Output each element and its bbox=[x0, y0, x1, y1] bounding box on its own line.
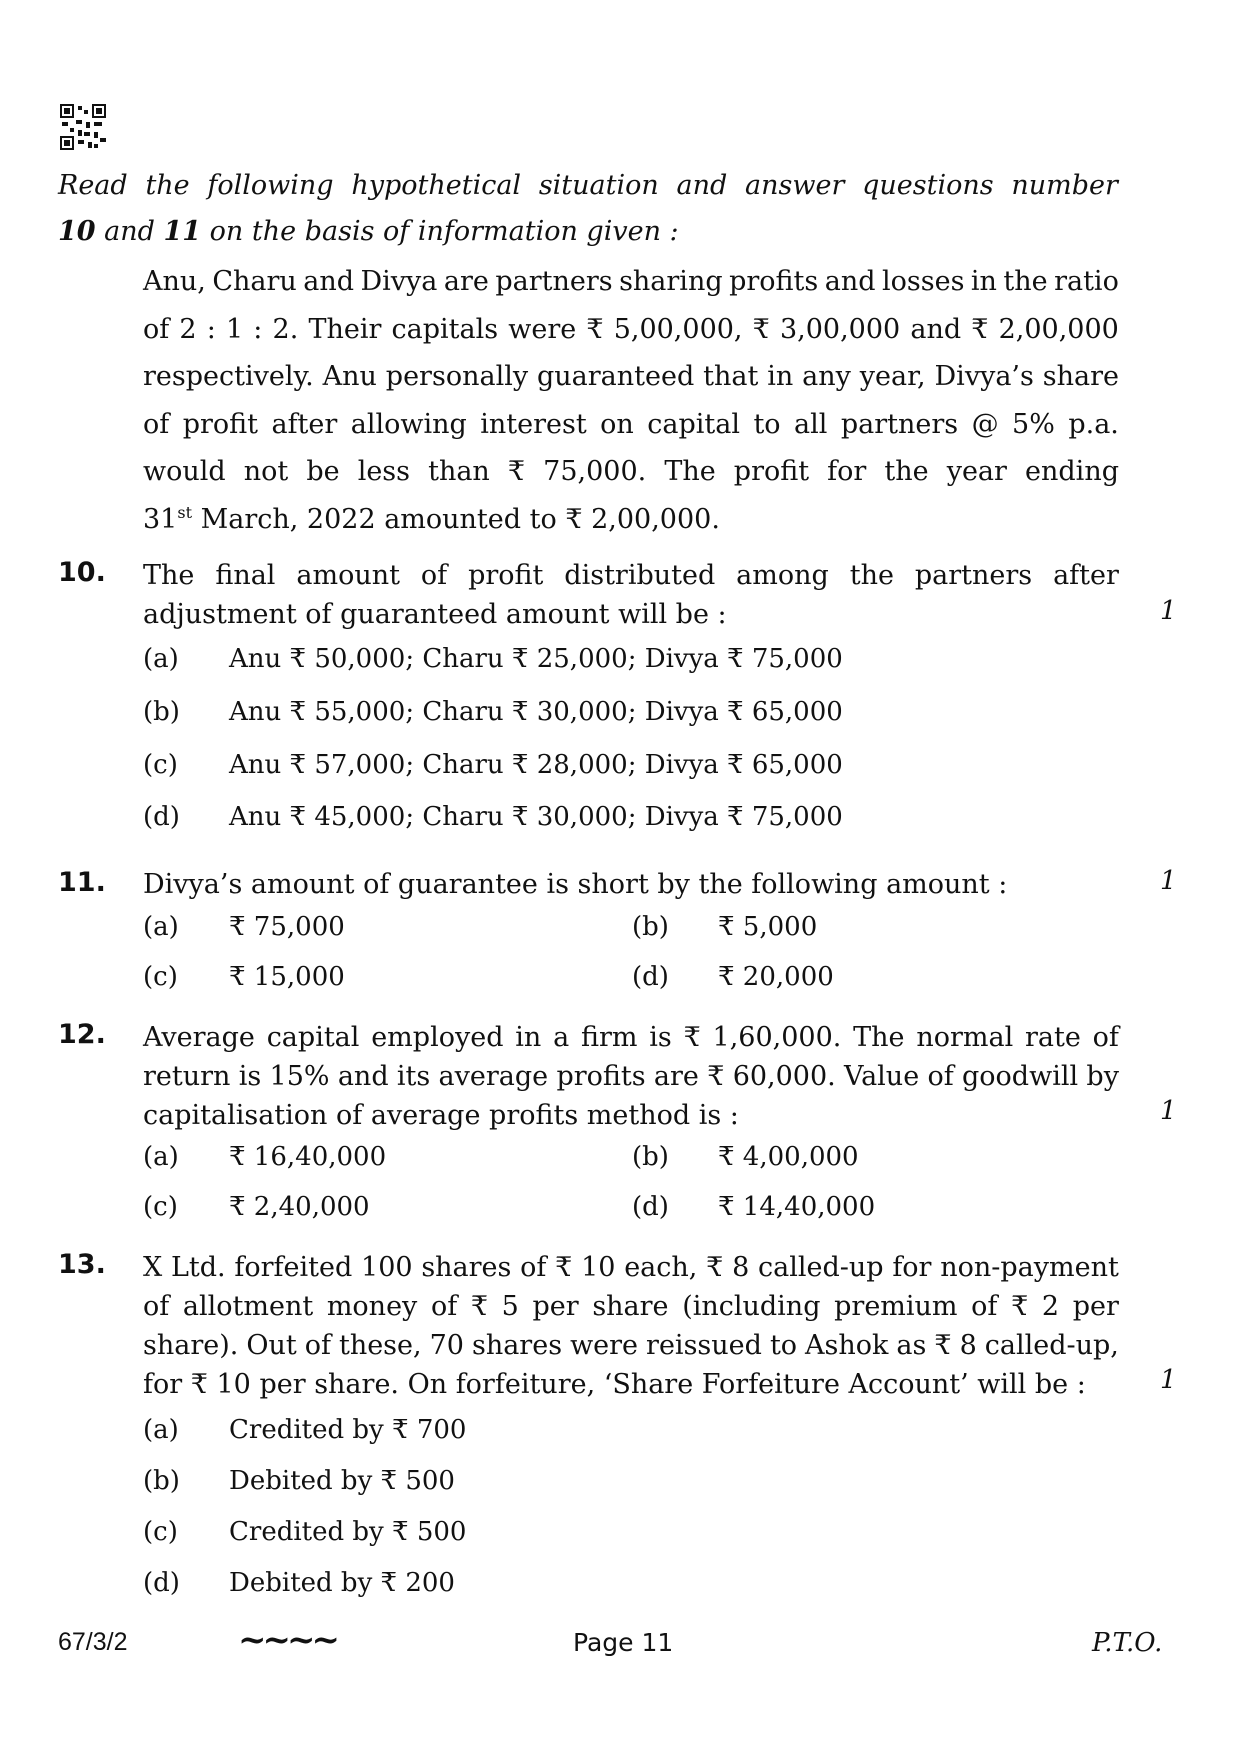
option-text: ₹ 2,40,000 bbox=[229, 1192, 370, 1222]
word: Divya’s bbox=[934, 361, 1034, 392]
word: be bbox=[306, 456, 340, 487]
word: sharing bbox=[619, 266, 723, 297]
word: per bbox=[1072, 1291, 1119, 1322]
word: of bbox=[420, 560, 448, 591]
word: were bbox=[508, 313, 577, 345]
word: year bbox=[946, 456, 1007, 487]
word: Anu bbox=[322, 361, 377, 392]
word: share bbox=[1042, 361, 1119, 392]
word: The bbox=[143, 560, 195, 591]
intro-word: following bbox=[207, 170, 334, 201]
word: and bbox=[337, 1061, 389, 1092]
word: partners bbox=[495, 266, 613, 297]
word: profits bbox=[729, 266, 819, 297]
word: profit bbox=[733, 456, 810, 487]
intro-word: the bbox=[145, 170, 190, 201]
question-12-text bbox=[143, 1018, 1119, 1135]
question-line: capitalisation of average profits method is : bbox=[143, 1100, 739, 1131]
word: ₹ bbox=[586, 313, 604, 345]
word: : bbox=[206, 313, 216, 345]
word: goodwill bbox=[962, 1061, 1079, 1092]
option-label: (d) bbox=[143, 802, 180, 832]
word: are bbox=[443, 266, 489, 297]
word: after bbox=[1053, 560, 1119, 591]
question-11-number: 11. bbox=[58, 867, 106, 898]
word: in bbox=[767, 361, 794, 392]
word: of bbox=[1092, 1022, 1119, 1053]
word: the bbox=[1003, 266, 1048, 297]
word: firm bbox=[580, 1022, 638, 1053]
intro-question-ref: 11 bbox=[163, 216, 202, 247]
question-11-marks: 1 bbox=[1160, 866, 1177, 896]
option-label: (b) bbox=[143, 1466, 180, 1496]
question-13-number: 13. bbox=[58, 1249, 106, 1280]
word: share). bbox=[143, 1330, 239, 1361]
word: (including bbox=[682, 1291, 821, 1322]
word: the bbox=[849, 560, 894, 591]
word: p.a. bbox=[1068, 408, 1119, 440]
option-label: (a) bbox=[143, 1142, 179, 1172]
question-line bbox=[143, 1248, 1119, 1287]
word: share bbox=[592, 1291, 669, 1322]
word: partners bbox=[840, 408, 959, 440]
option-label: (c) bbox=[143, 1192, 178, 1222]
word: the bbox=[884, 456, 929, 487]
passage-line bbox=[143, 306, 1119, 354]
word: personally bbox=[385, 361, 529, 392]
word: for bbox=[892, 1252, 932, 1283]
word: forfeited bbox=[234, 1252, 353, 1283]
word: by bbox=[1086, 1061, 1119, 1092]
option-label: (a) bbox=[143, 1415, 179, 1445]
word: these, bbox=[338, 1330, 422, 1361]
word: 8 bbox=[732, 1252, 750, 1283]
option-label: (d) bbox=[632, 962, 669, 992]
word: ₹ bbox=[683, 1022, 701, 1053]
word: to bbox=[769, 1330, 798, 1361]
intro-text: on the basis of information given : bbox=[201, 216, 679, 247]
word: to bbox=[753, 408, 781, 440]
intro-word: situation bbox=[538, 170, 659, 201]
word: partners bbox=[914, 560, 1033, 591]
option-label: (d) bbox=[632, 1192, 669, 1222]
word: allowing bbox=[350, 408, 467, 440]
question-line bbox=[143, 1287, 1119, 1326]
question-line bbox=[143, 1326, 1119, 1365]
word: of bbox=[430, 1291, 458, 1322]
intro-word: number bbox=[1011, 170, 1118, 201]
option-label: (a) bbox=[143, 644, 179, 674]
word: ₹ bbox=[706, 1252, 724, 1283]
passage-text: March, 2022 amounted to ₹ 2,00,000. bbox=[192, 503, 720, 535]
intro-word: Read bbox=[58, 170, 128, 201]
question-line bbox=[143, 1057, 1119, 1096]
word: 75,000. bbox=[543, 456, 647, 487]
option-text: ₹ 20,000 bbox=[718, 962, 834, 992]
word: are bbox=[653, 1061, 699, 1092]
question-13-marks: 1 bbox=[1160, 1365, 1177, 1395]
word: is bbox=[649, 1022, 672, 1053]
word: 2. bbox=[272, 313, 299, 345]
passage-line bbox=[143, 401, 1119, 449]
word: 100 bbox=[361, 1252, 413, 1283]
word: less bbox=[357, 456, 411, 487]
word: ending bbox=[1025, 456, 1119, 487]
word: X bbox=[143, 1252, 163, 1283]
word: ₹ bbox=[971, 313, 989, 345]
passage-line bbox=[143, 448, 1119, 496]
word: a bbox=[553, 1022, 570, 1053]
word: amount bbox=[296, 560, 400, 591]
question-line bbox=[143, 1018, 1119, 1057]
word: of bbox=[143, 1291, 170, 1322]
intro-line-1 bbox=[58, 163, 1118, 209]
word: 2 bbox=[179, 313, 197, 345]
word: profits bbox=[556, 1061, 646, 1092]
word: average bbox=[438, 1061, 549, 1092]
word: 5,00,000, bbox=[613, 313, 743, 345]
word: guaranteed bbox=[536, 361, 695, 392]
word: per bbox=[532, 1291, 579, 1322]
word: allotment bbox=[182, 1291, 314, 1322]
word: 10 bbox=[581, 1252, 616, 1283]
passage bbox=[143, 258, 1119, 543]
word: respectively. bbox=[143, 361, 314, 392]
word: return bbox=[143, 1061, 231, 1092]
word: its bbox=[396, 1061, 431, 1092]
option-text: Credited by ₹ 500 bbox=[229, 1517, 467, 1547]
question-line bbox=[143, 556, 1119, 595]
question-line: adjustment of guaranteed amount will be : bbox=[143, 599, 727, 630]
word: 2,00,000 bbox=[998, 313, 1119, 345]
word: Out bbox=[246, 1330, 297, 1361]
option-label: (c) bbox=[143, 1517, 178, 1547]
word: ₹ bbox=[934, 1330, 952, 1361]
option-label: (d) bbox=[143, 1568, 180, 1598]
intro-line-2 bbox=[58, 209, 1118, 255]
word: Average bbox=[143, 1022, 255, 1053]
word: rate bbox=[1024, 1022, 1081, 1053]
word: ₹ bbox=[470, 1291, 489, 1322]
word: 60,000. bbox=[732, 1061, 836, 1092]
word: shares bbox=[471, 1330, 563, 1361]
word: reissued bbox=[646, 1330, 762, 1361]
word: Ashok bbox=[805, 1330, 889, 1361]
intro-word: hypothetical bbox=[351, 170, 522, 201]
word: that bbox=[703, 361, 759, 392]
word: would bbox=[143, 456, 226, 487]
word: after bbox=[271, 408, 338, 440]
option-text: ₹ 5,000 bbox=[718, 912, 818, 942]
word: as bbox=[896, 1330, 927, 1361]
word: 5% bbox=[1012, 408, 1055, 440]
paper-code: 67/3/2 bbox=[58, 1628, 128, 1656]
intro-question-ref: 10 bbox=[58, 216, 96, 247]
word: distributed bbox=[564, 560, 716, 591]
word: called-up bbox=[758, 1252, 884, 1283]
word: @ bbox=[971, 408, 999, 440]
word: normal bbox=[916, 1022, 1014, 1053]
question-10-marks: 1 bbox=[1160, 596, 1177, 626]
question-12-number: 12. bbox=[58, 1019, 106, 1050]
word: ₹ bbox=[707, 1061, 725, 1092]
word: ₹ bbox=[507, 456, 526, 487]
intro-instruction bbox=[58, 163, 1118, 255]
option-text: ₹ 16,40,000 bbox=[229, 1142, 387, 1172]
question-11-text: Divya’s amount of guarantee is short by the following amount : bbox=[143, 869, 1008, 900]
option-text: ₹ 15,000 bbox=[229, 962, 345, 992]
passage-date: 31 bbox=[143, 503, 178, 535]
word: in bbox=[515, 1022, 542, 1053]
page-number: Page 11 bbox=[573, 1628, 674, 1657]
word: capitals bbox=[391, 313, 499, 345]
word: Divya bbox=[360, 266, 438, 297]
option-label: (c) bbox=[143, 962, 178, 992]
word: Their bbox=[308, 313, 382, 345]
option-text: Anu ₹ 45,000; Charu ₹ 30,000; Divya ₹ 75,000 bbox=[229, 802, 843, 832]
intro-word: questions bbox=[862, 170, 994, 201]
word: ₹ bbox=[1011, 1291, 1029, 1322]
word: and bbox=[824, 266, 876, 297]
qr-code-icon bbox=[60, 104, 106, 150]
word: year, bbox=[859, 361, 926, 392]
word: 1,60,000. bbox=[712, 1022, 842, 1053]
word: any bbox=[802, 361, 851, 392]
word: and bbox=[910, 313, 962, 345]
word: in bbox=[970, 266, 997, 297]
word: than bbox=[428, 456, 490, 487]
question-13-text bbox=[143, 1248, 1119, 1404]
word: Value bbox=[844, 1061, 920, 1092]
word: on bbox=[600, 408, 634, 440]
option-text: Credited by ₹ 700 bbox=[229, 1415, 467, 1445]
word: The bbox=[853, 1022, 905, 1053]
option-text: Anu ₹ 55,000; Charu ₹ 30,000; Divya ₹ 65,000 bbox=[229, 697, 843, 727]
word: profit bbox=[468, 560, 544, 591]
word: of bbox=[520, 1252, 547, 1283]
question-line: for ₹ 10 per share. On forfeiture, ‘Share Forfeiture Account’ will be : bbox=[143, 1369, 1086, 1400]
footer-ornament: ~~~~ bbox=[238, 1620, 336, 1660]
question-10-number: 10. bbox=[58, 557, 106, 588]
word: ratio bbox=[1054, 266, 1119, 297]
option-text: Anu ₹ 57,000; Charu ₹ 28,000; Divya ₹ 65,000 bbox=[229, 750, 843, 780]
word: each, bbox=[624, 1252, 698, 1283]
option-label: (b) bbox=[143, 697, 180, 727]
intro-word: answer bbox=[745, 170, 845, 201]
option-label: (c) bbox=[143, 750, 178, 780]
option-text: ₹ 75,000 bbox=[229, 912, 345, 942]
option-text: ₹ 4,00,000 bbox=[718, 1142, 859, 1172]
option-label: (b) bbox=[632, 912, 669, 942]
passage-date-suffix: st bbox=[177, 502, 192, 522]
word: interest bbox=[480, 408, 587, 440]
question-10-text bbox=[143, 556, 1119, 634]
word: 1 bbox=[225, 313, 244, 345]
option-label: (b) bbox=[632, 1142, 669, 1172]
passage-line bbox=[143, 258, 1119, 306]
option-text: Debited by ₹ 200 bbox=[229, 1568, 455, 1598]
word: 3,00,000 bbox=[779, 313, 901, 345]
word: is bbox=[238, 1061, 262, 1092]
word: employed bbox=[371, 1022, 504, 1053]
word: called-up, bbox=[984, 1330, 1119, 1361]
word: final bbox=[215, 560, 276, 591]
word: 70 bbox=[429, 1330, 464, 1361]
intro-word: and bbox=[676, 170, 728, 201]
word: were bbox=[570, 1330, 639, 1361]
passage-line bbox=[143, 353, 1119, 401]
option-text: ₹ 14,40,000 bbox=[718, 1192, 876, 1222]
word: of bbox=[927, 1061, 954, 1092]
word: of bbox=[971, 1291, 998, 1322]
word: and bbox=[303, 266, 355, 297]
word: The bbox=[664, 456, 716, 487]
word: Ltd. bbox=[170, 1252, 226, 1283]
option-text: Debited by ₹ 500 bbox=[229, 1466, 455, 1496]
word: all bbox=[794, 408, 828, 440]
word: 8 bbox=[959, 1330, 977, 1361]
word: premium bbox=[834, 1291, 958, 1322]
word: not bbox=[243, 456, 289, 487]
word: 15% bbox=[269, 1061, 330, 1092]
word: capital bbox=[266, 1022, 360, 1053]
word: Charu bbox=[212, 266, 297, 297]
option-text: Anu ₹ 50,000; Charu ₹ 25,000; Divya ₹ 75,000 bbox=[229, 644, 843, 674]
option-label: (a) bbox=[143, 912, 179, 942]
word: 2 bbox=[1041, 1291, 1060, 1322]
word: profit bbox=[182, 408, 259, 440]
word: Anu, bbox=[143, 266, 206, 297]
word: of bbox=[304, 1330, 331, 1361]
word: of bbox=[143, 408, 170, 440]
word: ₹ bbox=[555, 1252, 573, 1283]
word: non-payment bbox=[940, 1252, 1119, 1283]
word: : bbox=[253, 313, 263, 345]
word: of bbox=[143, 313, 170, 345]
intro-text: and bbox=[95, 216, 164, 247]
word: losses bbox=[881, 266, 965, 297]
word: ₹ bbox=[752, 313, 770, 345]
question-12-marks: 1 bbox=[1160, 1096, 1177, 1126]
word: money bbox=[326, 1291, 418, 1322]
word: 5 bbox=[501, 1291, 519, 1322]
word: for bbox=[827, 456, 867, 487]
word: among bbox=[736, 560, 829, 591]
passage-line bbox=[143, 496, 1119, 544]
word: shares bbox=[421, 1252, 512, 1283]
please-turn-over: P.T.O. bbox=[1092, 1628, 1163, 1658]
word: capital bbox=[647, 408, 740, 440]
